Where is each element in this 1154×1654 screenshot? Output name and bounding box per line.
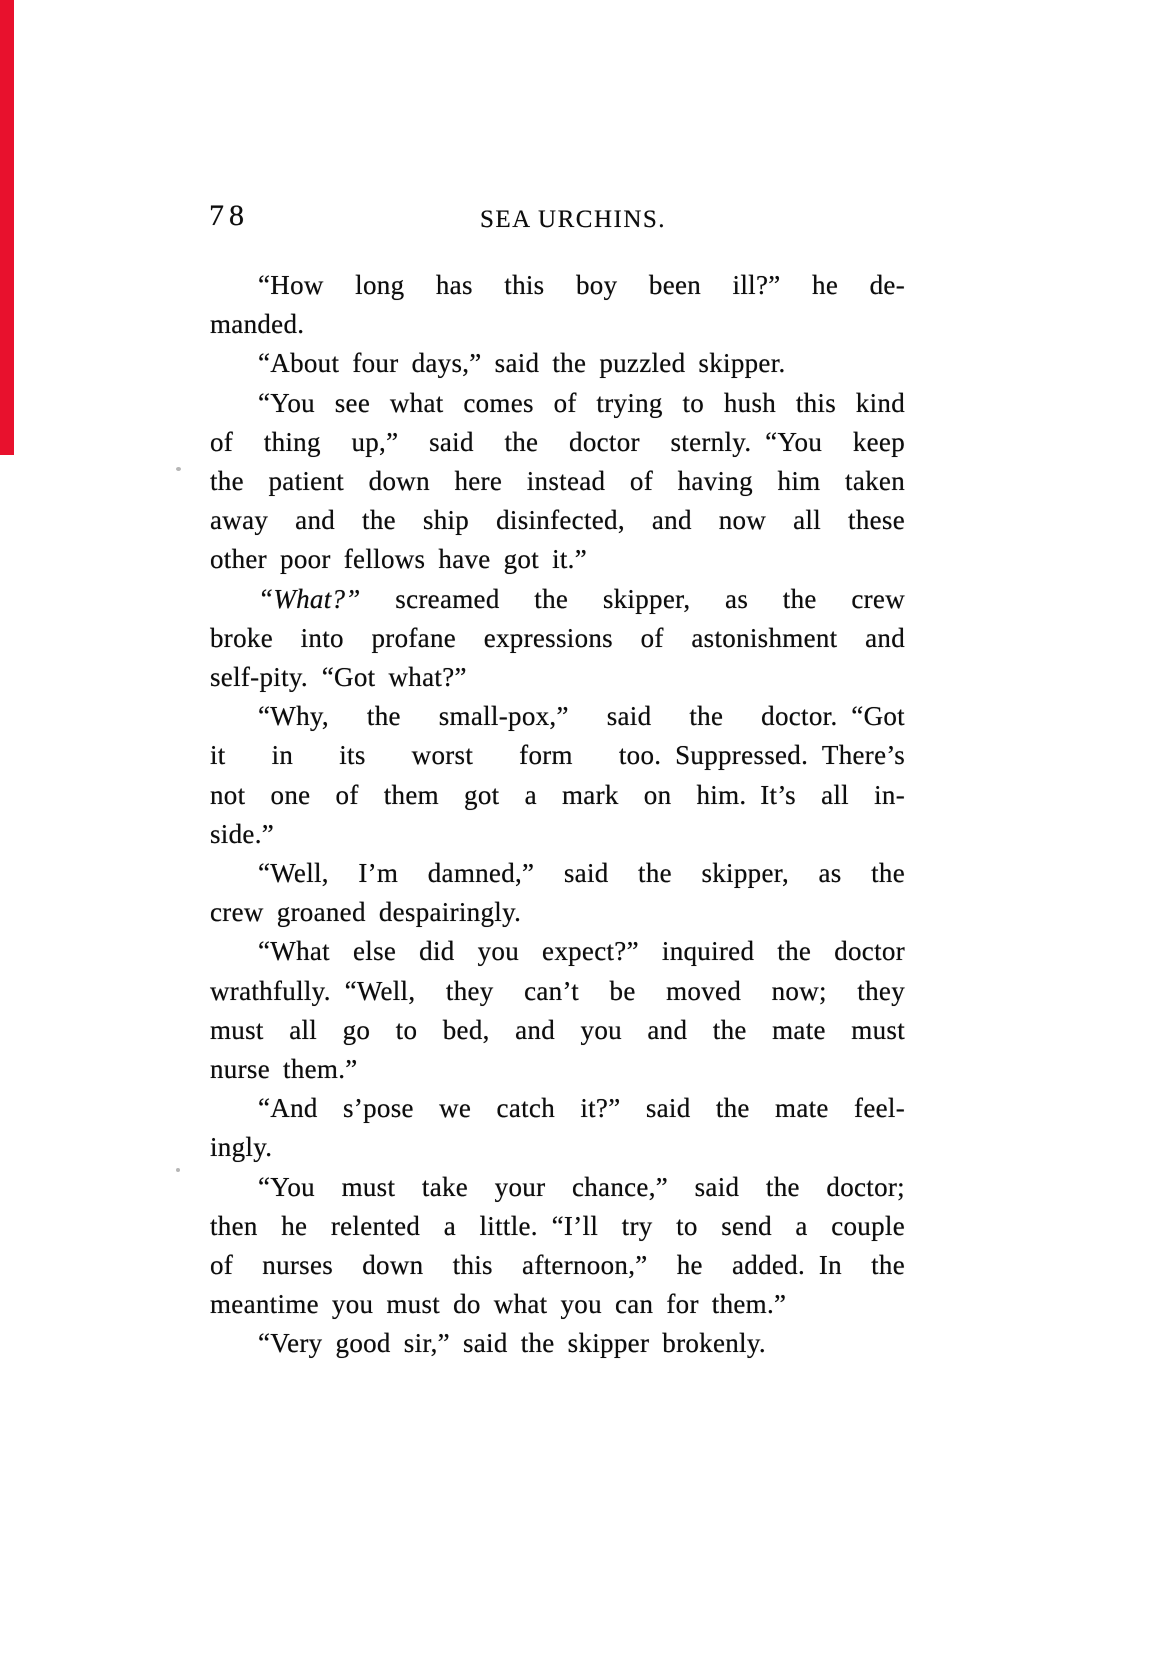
- text-line: must all go to bed, and you and the mate must: [210, 1014, 905, 1045]
- text-line: the patient down here instead of having him taken: [210, 466, 905, 497]
- text-line: away and the ship disinfected, and now all these: [210, 505, 905, 536]
- text-line: “You must take your chance,” said the doctor;: [258, 1171, 905, 1202]
- text-line: [210, 580, 905, 619]
- text-line: it in its worst form too. Suppressed. There’s: [210, 740, 905, 771]
- text-line: “What else did you expect?” inquired the doctor: [258, 936, 905, 967]
- text-line: “You see what comes of trying to hush this kind: [258, 387, 905, 418]
- body-text: [210, 266, 905, 1364]
- text-line: crew groaned despairingly.: [210, 897, 522, 928]
- text-line: of thing up,” said the doctor sternly. “You keep: [210, 426, 905, 457]
- text-line: manded.: [210, 309, 305, 340]
- text-line: then he relented a little. “I’ll try to send a couple: [210, 1210, 905, 1241]
- running-title: SEA URCHINS.: [479, 206, 667, 233]
- text-line: broke into profane expressions of astonishment and: [210, 622, 905, 653]
- scan-speck: [176, 1168, 180, 1172]
- text-span: screamed the skipper, as the crew: [360, 583, 905, 614]
- text-line: wrathfully. “Well, they can’t be moved now; they: [210, 975, 905, 1006]
- scan-speck: [176, 467, 181, 471]
- text-line: side.”: [210, 818, 275, 849]
- text-line: other poor fellows have got it.”: [210, 544, 588, 575]
- text-line: “Why, the small-pox,” said the doctor. “Got: [258, 701, 905, 732]
- text-line: meantime you must do what you can for them.”: [210, 1289, 787, 1320]
- text-line: “About four days,” said the puzzled skipper.: [258, 348, 786, 379]
- text-line: ingly.: [210, 1132, 273, 1163]
- text-line: not one of them got a mark on him. It’s all in-: [210, 779, 905, 810]
- text-line: “And s’pose we catch it?” said the mate feel-: [258, 1093, 905, 1124]
- scan-edge-artifact: [0, 0, 14, 455]
- text-line: self-pity. “Got what?”: [210, 662, 467, 693]
- text-line: of nurses down this afternoon,” he added. In the: [210, 1250, 905, 1281]
- text-line: “Very good sir,” said the skipper brokenly.: [258, 1328, 766, 1359]
- text-line: “How long has this boy been ill?” he de-: [258, 270, 905, 300]
- text-line: “Well, I’m damned,” said the skipper, as the: [258, 858, 905, 889]
- italic-phrase: “What?”: [258, 583, 361, 614]
- text-line: nurse them.”: [210, 1054, 358, 1085]
- page-number: 78: [209, 199, 249, 232]
